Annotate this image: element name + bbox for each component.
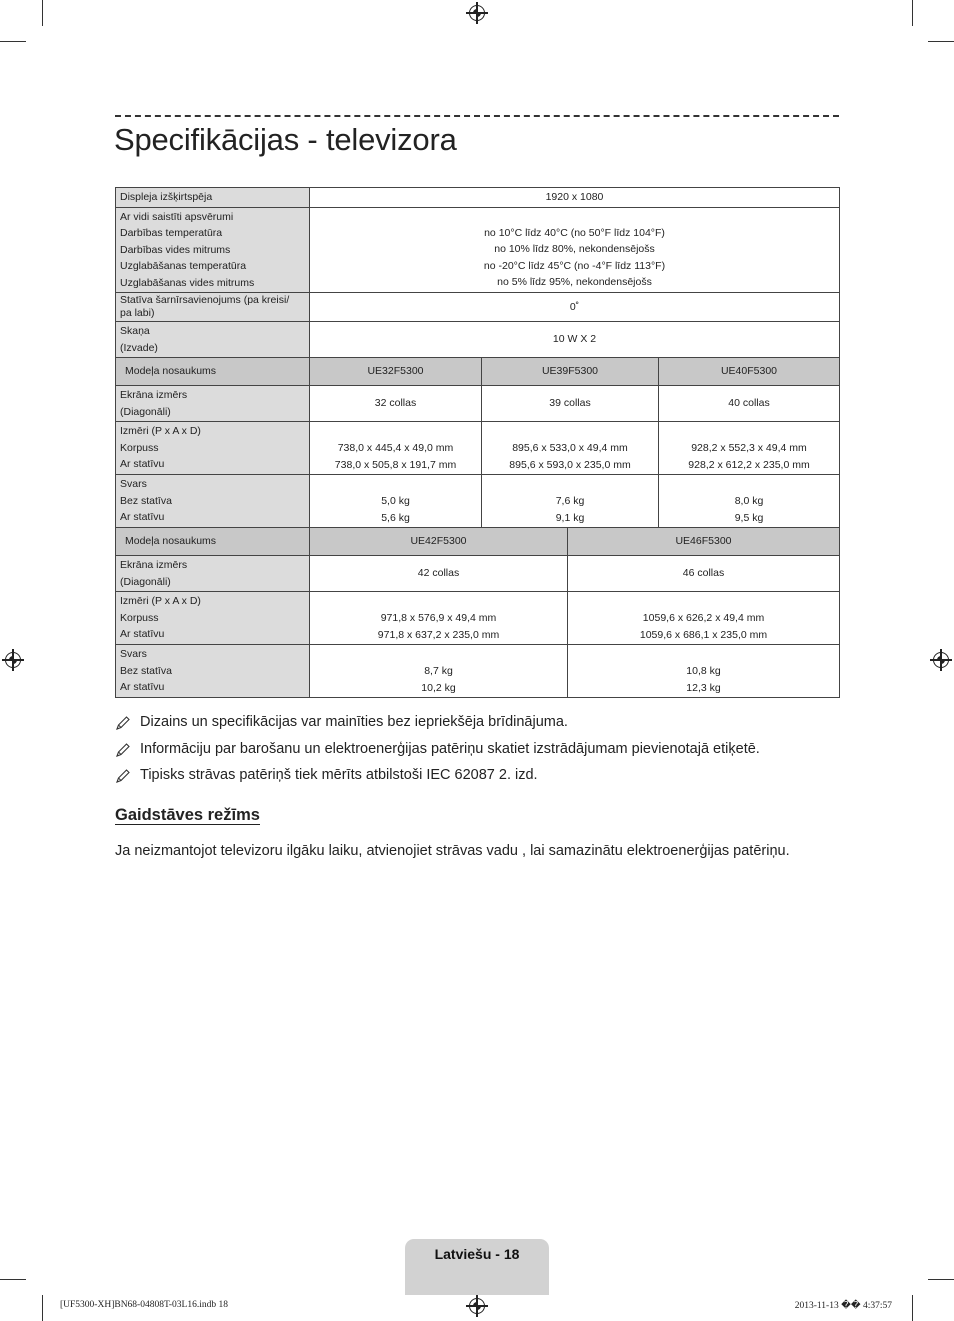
model-name: UE40F5300 xyxy=(659,358,840,386)
note-text: Dizains un specifikācijas var mainīties bez iepriekšēja brīdinājuma. xyxy=(140,714,568,730)
sound-value: 10 W X 2 xyxy=(310,322,840,358)
model-name: UE39F5300 xyxy=(482,358,659,386)
model-label: Modeļa nosaukums xyxy=(116,528,310,556)
weight-value: 8,7 kg 10,2 kg xyxy=(310,645,568,698)
note-text: Informāciju par barošanu un elektroenerģijas patēriņu skatiet izstrādājumam pievienotajā etiķetē. xyxy=(140,740,760,757)
note-text: Tipisks strāvas patēriņš tiek mērīts atbilstoši IEC 62087 2. izd. xyxy=(140,767,538,783)
section-paragraph: Ja neizmantojot televizoru ilgāku laiku, atvienojiet strāvas vadu , lai samazinātu elektroenerģijas patēriņu. xyxy=(115,843,790,859)
model-label: Modeļa nosaukums xyxy=(116,358,310,386)
table-row xyxy=(116,207,840,293)
pencil-note-icon xyxy=(115,715,131,731)
table-row xyxy=(116,293,840,322)
model-name: UE42F5300 xyxy=(310,528,568,556)
environment-labels: Ar vidi saistīti apsvērumi Darbības temperatūra Darbības vides mitrums Uzglabāšanas temperatūra Uzglabāšanas vides mitrums xyxy=(116,207,310,293)
screen-size-label: Ekrāna izmērs (Diagonāli) xyxy=(116,556,310,592)
dimensions-value: 971,8 x 576,9 x 49,4 mm 971,8 x 637,2 x 235,0 mm xyxy=(310,592,568,645)
table-row xyxy=(116,188,840,208)
weight-value: 5,0 kg 5,6 kg xyxy=(310,475,482,528)
section-heading: Gaidstāves režīms xyxy=(115,806,260,824)
registration-mark-icon xyxy=(933,652,949,668)
crop-mark xyxy=(912,1295,913,1321)
resolution-value: 1920 x 1080 xyxy=(310,188,840,208)
registration-mark-icon xyxy=(469,5,485,21)
weight-label: Svars Bez statīva Ar statīvu xyxy=(116,475,310,528)
table-row xyxy=(116,475,840,528)
crop-mark xyxy=(912,0,913,26)
weight-value: 7,6 kg 9,1 kg xyxy=(482,475,659,528)
note-item xyxy=(115,712,845,739)
table-row xyxy=(116,645,840,698)
dimensions-label: Izmēri (P x A x D) Korpuss Ar statīvu xyxy=(116,422,310,475)
crop-mark xyxy=(928,41,954,42)
note-item xyxy=(115,765,845,792)
swivel-value: 0˚ xyxy=(310,293,840,322)
model-name: UE32F5300 xyxy=(310,358,482,386)
table-row xyxy=(116,358,840,386)
notes-list xyxy=(115,712,845,792)
screen-size-value: 46 collas xyxy=(568,556,840,592)
environment-values: no 10°C līdz 40°C (no 50°F līdz 104°F) no 10% līdz 80%, nekondensējošs no -20°C līdz 45°C (no -4°F līdz 113°F) no 5% līdz 95%, nekondensējošs xyxy=(310,207,840,293)
registration-mark-icon xyxy=(469,1298,485,1314)
registration-mark-icon xyxy=(5,652,21,668)
print-file-info: [UF5300-XH]BN68-04808T-03L16.indb 18 xyxy=(60,1300,229,1310)
crop-mark xyxy=(42,1295,43,1321)
model-name: UE46F5300 xyxy=(568,528,840,556)
crop-mark xyxy=(0,41,26,42)
resolution-label: Displeja izšķirtspēja xyxy=(116,188,310,208)
crop-mark xyxy=(0,1279,26,1280)
screen-size-value: 40 collas xyxy=(659,386,840,422)
table-row xyxy=(116,422,840,475)
dimensions-label: Izmēri (P x A x D) Korpuss Ar statīvu xyxy=(116,592,310,645)
dimensions-value: 928,2 x 552,3 x 49,4 mm 928,2 x 612,2 x 235,0 mm xyxy=(659,422,840,475)
pencil-note-icon xyxy=(115,742,131,758)
dimensions-value: 895,6 x 533,0 x 49,4 mm 895,6 x 593,0 x 235,0 mm xyxy=(482,422,659,475)
title-divider xyxy=(115,115,839,117)
table-row xyxy=(116,322,840,358)
spec-table xyxy=(115,187,840,698)
screen-size-value: 32 collas xyxy=(310,386,482,422)
weight-value: 10,8 kg 12,3 kg xyxy=(568,645,840,698)
page-title: Specifikācijas - televizora xyxy=(114,122,457,157)
table-row xyxy=(116,556,840,592)
sound-label: Skaņa (Izvade) xyxy=(116,322,310,358)
pencil-note-icon xyxy=(115,768,131,784)
screen-size-value: 39 collas xyxy=(482,386,659,422)
note-item xyxy=(115,739,845,766)
screen-size-label: Ekrāna izmērs (Diagonāli) xyxy=(116,386,310,422)
crop-mark xyxy=(42,0,43,26)
table-row xyxy=(116,592,840,645)
table-row xyxy=(116,386,840,422)
print-timestamp: 2013-11-13 �� 4:37:57 xyxy=(794,1301,892,1311)
swivel-label: Statīva šarnīrsavienojums (pa kreisi/ pa labi) xyxy=(116,293,310,322)
crop-mark xyxy=(928,1279,954,1280)
table-row xyxy=(116,528,840,556)
page-number: Latviešu - 18 xyxy=(434,1246,520,1262)
weight-value: 8,0 kg 9,5 kg xyxy=(659,475,840,528)
dimensions-value: 1059,6 x 626,2 x 49,4 mm 1059,6 x 686,1 x 235,0 mm xyxy=(568,592,840,645)
dimensions-value: 738,0 x 445,4 x 49,0 mm 738,0 x 505,8 x 191,7 mm xyxy=(310,422,482,475)
weight-label: Svars Bez statīva Ar statīvu xyxy=(116,645,310,698)
screen-size-value: 42 collas xyxy=(310,556,568,592)
